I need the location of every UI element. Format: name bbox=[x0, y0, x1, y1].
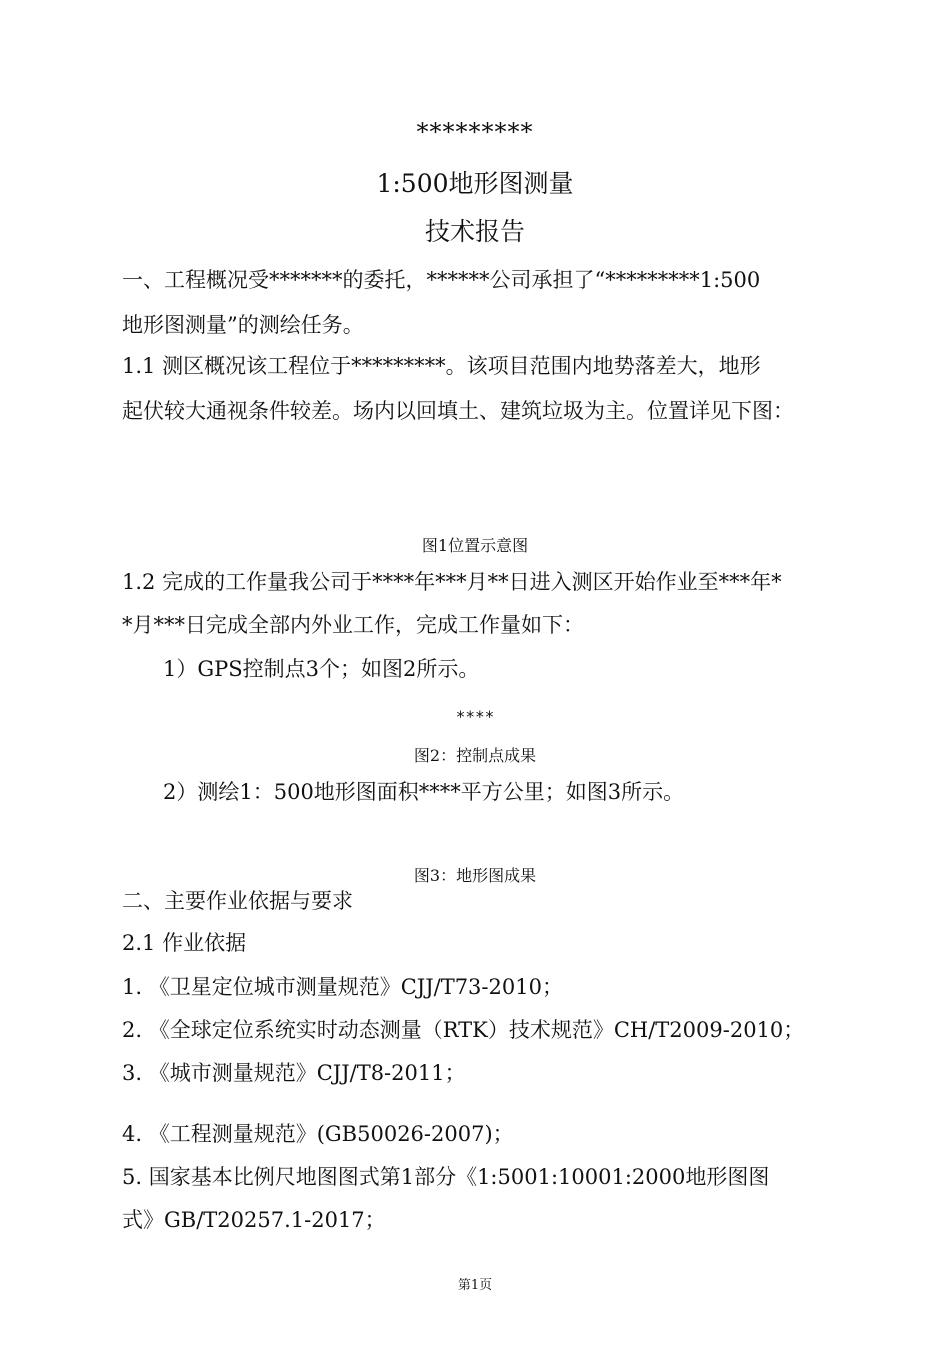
reference-item: 4. 《工程测量规范》(GB50026-2007)； bbox=[122, 1122, 514, 1146]
figure3-caption: 图3：地形图成果 bbox=[413, 866, 537, 885]
reference-item: 1. 《卫星定位城市测量规范》CJJ/T73-2010； bbox=[122, 975, 563, 999]
reference-item: 3. 《城市测量规范》CJJ/T8-2011； bbox=[122, 1061, 466, 1085]
document-title: 1:500地形图测量 bbox=[376, 169, 574, 198]
section-1-1-line1: 1.1 测区概况该工程位于*********。该项目范围内地势落差大，地形 bbox=[122, 354, 761, 378]
section-1-2-line2: *月***日完成全部内外业工作，完成工作量如下： bbox=[122, 613, 584, 637]
section2-heading: 二、主要作业依据与要求 bbox=[122, 889, 353, 913]
reference-item: 式》GB/T20257.1-2017； bbox=[122, 1208, 386, 1232]
title-stars: ********* bbox=[416, 118, 534, 146]
reference-item: 5. 国家基本比例尺地图图式第1部分《1:5001:10001:2000地形图图 bbox=[122, 1165, 770, 1189]
reference-item: 2. 《全球定位系统实时动态测量（RTK）技术规范》CH/T2009-2010； bbox=[122, 1018, 805, 1042]
document-subtitle: 技术报告 bbox=[424, 217, 525, 246]
figure2-caption: 图2：控制点成果 bbox=[413, 746, 537, 765]
page-number: 第1页 bbox=[457, 1278, 493, 1293]
figure2-stars: **** bbox=[455, 707, 495, 726]
section1-heading-line2: 地形图测量”的测绘任务。 bbox=[122, 313, 364, 337]
section-2-1-heading: 2.1 作业依据 bbox=[122, 931, 247, 955]
figure1-caption: 图1位置示意图 bbox=[421, 536, 529, 555]
section-1-1-line2: 起伏较大通视条件较差。场内以回填土、建筑垃圾为主。位置详见下图： bbox=[122, 399, 794, 423]
workload-item2: 2）测绘1：500地形图面积****平方公里；如图3所示。 bbox=[163, 780, 685, 804]
workload-item1: 1）GPS控制点3个；如图2所示。 bbox=[163, 657, 480, 681]
section-1-2-line1: 1.2 完成的工作量我公司于****年***月**日进入测区开始作业至***年* bbox=[122, 570, 782, 594]
section1-heading-line1: 一、工程概况受*******的委托，******公司承担了“*********1:500 bbox=[122, 268, 761, 292]
